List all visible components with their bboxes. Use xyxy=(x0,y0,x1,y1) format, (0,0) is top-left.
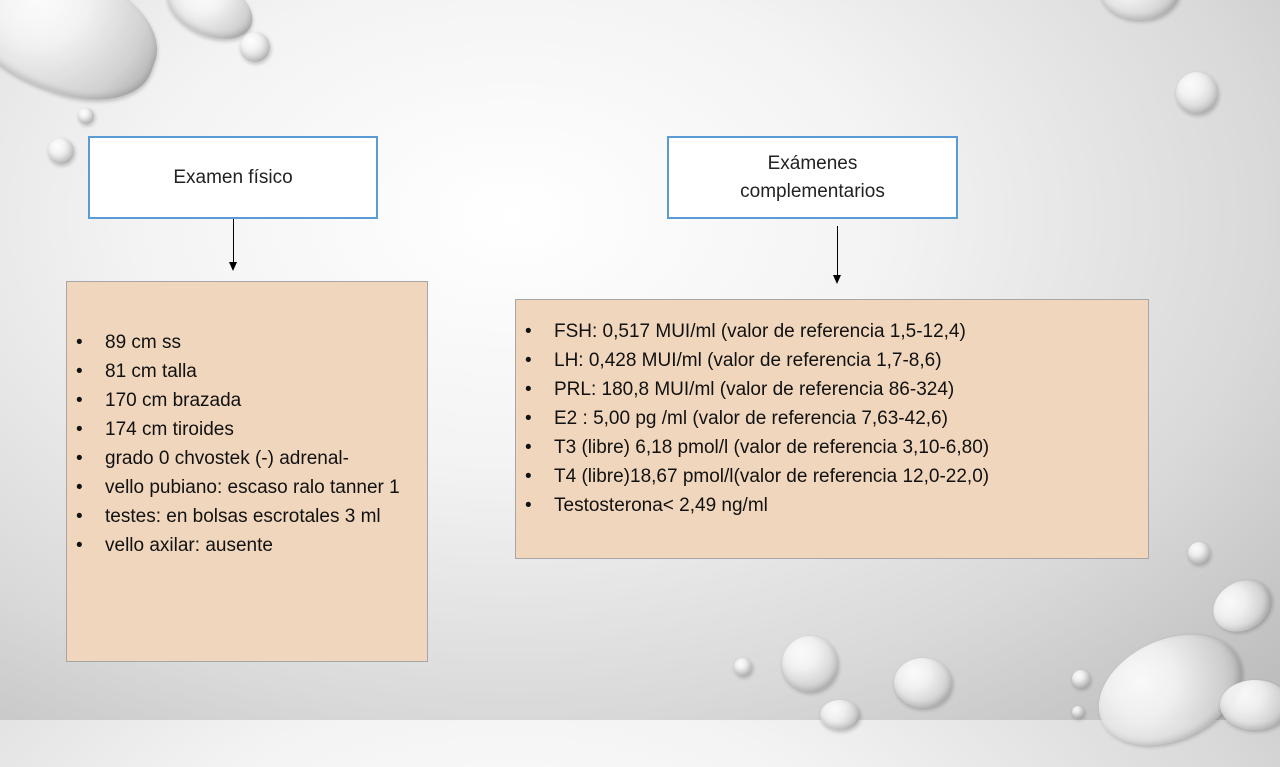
list-item: • 174 cm tiroides xyxy=(67,415,407,444)
list-item: • testes: en bolsas escrotales 3 ml xyxy=(67,502,407,531)
physical-exam-box xyxy=(66,281,428,662)
arrow-down-left xyxy=(233,219,234,263)
list-item: • T3 (libre) 6,18 pmol/l (valor de referencia 3,10-6,80) xyxy=(516,433,1138,462)
list-item: • FSH: 0,517 MUI/ml (valor de referencia 1,5-12,4) xyxy=(516,317,1138,346)
complementary-exams-list xyxy=(516,317,1138,520)
water-drop-decoration xyxy=(1072,706,1084,718)
water-drop-decoration xyxy=(1220,680,1280,730)
water-drop-decoration xyxy=(240,32,270,62)
list-item: • 81 cm talla xyxy=(67,357,407,386)
list-item: • 89 cm ss xyxy=(67,328,407,357)
water-drop-decoration xyxy=(0,0,174,121)
list-item: • 170 cm brazada xyxy=(67,386,407,415)
water-drop-decoration xyxy=(782,636,838,692)
physical-exam-list xyxy=(67,328,407,560)
examen-fisico-label: Examen físico xyxy=(173,166,293,188)
list-item: • T4 (libre)18,67 pmol/l(valor de referencia 12,0-22,0) xyxy=(516,462,1138,491)
list-item: • grado 0 chvostek (-) adrenal- xyxy=(67,444,407,473)
water-drop-decoration xyxy=(820,700,860,730)
water-drop-decoration xyxy=(1176,72,1218,114)
list-item: • PRL: 180,8 MUI/ml (valor de referencia 86-324) xyxy=(516,375,1138,404)
complementary-exams-box xyxy=(515,299,1149,559)
arrow-down-right xyxy=(837,226,838,276)
water-drop-decoration xyxy=(894,658,952,708)
list-item: • Testosterona< 2,49 ng/ml xyxy=(516,491,1138,520)
water-drop-decoration xyxy=(734,658,752,676)
list-item: • LH: 0,428 MUI/ml (valor de referencia 1,7-8,6) xyxy=(516,346,1138,375)
list-item: • E2 : 5,00 pg /ml (valor de referencia 7,63-42,6) xyxy=(516,404,1138,433)
water-drop-decoration xyxy=(1072,670,1090,688)
examenes-complementarios-label: Exámenes complementarios xyxy=(740,152,885,202)
water-drop-decoration xyxy=(1204,570,1280,642)
water-drop-decoration xyxy=(1188,542,1210,564)
water-drop-decoration xyxy=(78,108,94,124)
water-drop-decoration xyxy=(48,138,74,164)
examen-fisico-header xyxy=(88,136,378,219)
water-drop-decoration xyxy=(1100,0,1180,20)
examenes-complementarios-header xyxy=(667,136,958,219)
list-item: • vello pubiano: escaso ralo tanner 1 xyxy=(67,473,407,502)
list-item: • vello axilar: ausente xyxy=(67,531,407,560)
